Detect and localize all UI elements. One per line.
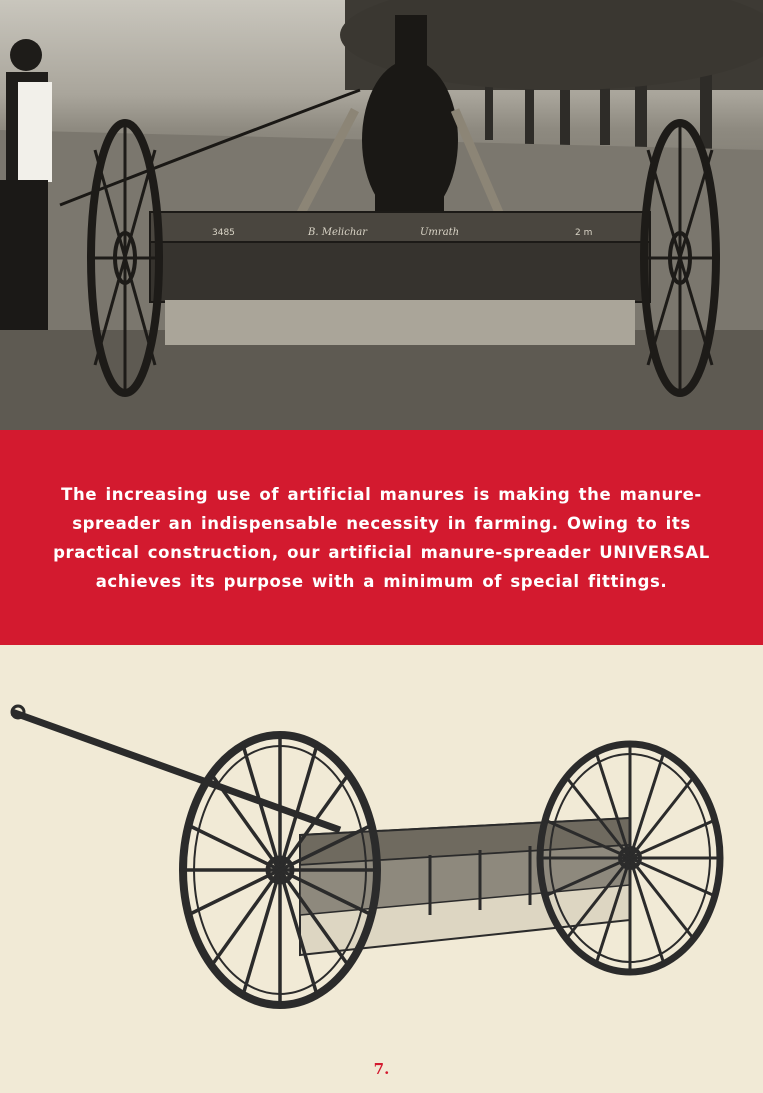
right-wheel (644, 123, 716, 393)
plate-width: 2 m (575, 228, 593, 238)
spreader-box (150, 212, 650, 345)
rear-wheel (540, 744, 720, 972)
spreader-illustration (0, 690, 763, 1050)
description-banner (0, 430, 763, 645)
plate-maker: B. Melichar (308, 227, 368, 238)
plate-town: Umrath (420, 227, 460, 238)
farmer-figure (0, 39, 52, 330)
front-wheel (183, 735, 377, 1005)
page-number: 7. (373, 1060, 390, 1078)
left-wheel (91, 123, 159, 393)
spreader-photo (0, 0, 763, 430)
plate-number: 3485 (212, 228, 235, 238)
spreader-photo-graphic (0, 0, 763, 430)
description-text: The increasing use of artificial manures is making the manure-spreader an indispensable necessity in farming. Owing to its practical construction, our artificial manure-spreader UNIVERSAL achieves its purpose with a minimum of special fittings. (53, 484, 710, 591)
drawbar (12, 712, 340, 830)
